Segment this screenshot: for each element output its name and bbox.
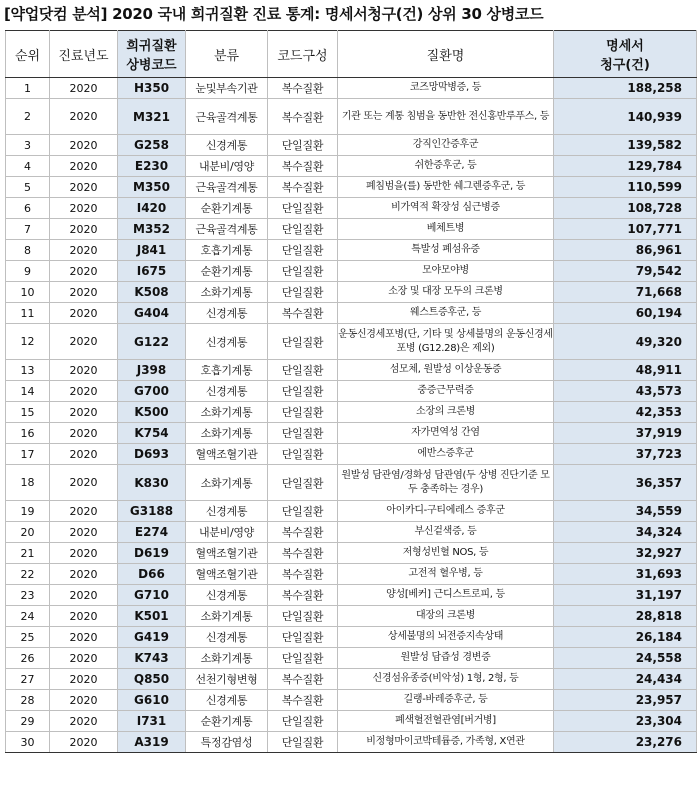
disease-code-cell: M350 bbox=[118, 177, 186, 198]
header-disease: 질환명 bbox=[338, 31, 554, 78]
disease-code-cell: D693 bbox=[118, 444, 186, 465]
disease-name-cell: 부신겉색증, 등 bbox=[338, 522, 554, 543]
year-cell: 2020 bbox=[50, 564, 118, 585]
table-row bbox=[6, 648, 697, 669]
year-cell: 2020 bbox=[50, 156, 118, 177]
rank-cell: 11 bbox=[6, 303, 50, 324]
claims-count-cell: 32,927 bbox=[554, 543, 697, 564]
year-cell: 2020 bbox=[50, 381, 118, 402]
disease-name-cell: 고전적 혈우병, 등 bbox=[338, 564, 554, 585]
category-cell: 신경계통 bbox=[186, 324, 268, 360]
disease-name-cell: 대장의 크론병 bbox=[338, 606, 554, 627]
disease-name-cell: 신경섬유종증(비악성) 1형, 2형, 등 bbox=[338, 669, 554, 690]
code-type-cell: 단일질환 bbox=[268, 711, 338, 732]
disease-code-cell: J398 bbox=[118, 360, 186, 381]
table-row bbox=[6, 198, 697, 219]
disease-code-cell: I420 bbox=[118, 198, 186, 219]
category-cell: 혈액조혈기관 bbox=[186, 543, 268, 564]
category-cell: 근육골격계통 bbox=[186, 99, 268, 135]
claims-count-cell: 139,582 bbox=[554, 135, 697, 156]
disease-name-cell: 소장의 크론병 bbox=[338, 402, 554, 423]
disease-code-cell: G710 bbox=[118, 585, 186, 606]
rank-cell: 22 bbox=[6, 564, 50, 585]
disease-code-cell: G700 bbox=[118, 381, 186, 402]
disease-name-cell: 원발성 담즙성 경변증 bbox=[338, 648, 554, 669]
year-cell: 2020 bbox=[50, 423, 118, 444]
header-code-line2: 상병코드 bbox=[126, 58, 177, 73]
rank-cell: 1 bbox=[6, 78, 50, 99]
code-type-cell: 복수질환 bbox=[268, 585, 338, 606]
table-row bbox=[6, 543, 697, 564]
table-row bbox=[6, 177, 697, 198]
code-type-cell: 복수질환 bbox=[268, 564, 338, 585]
claims-count-cell: 107,771 bbox=[554, 219, 697, 240]
rank-cell: 13 bbox=[6, 360, 50, 381]
code-type-cell: 단일질환 bbox=[268, 360, 338, 381]
year-cell: 2020 bbox=[50, 360, 118, 381]
disease-code-cell: H350 bbox=[118, 78, 186, 99]
claims-count-cell: 86,961 bbox=[554, 240, 697, 261]
table-row bbox=[6, 99, 697, 135]
category-cell: 순환기계통 bbox=[186, 261, 268, 282]
disease-name-cell: 비정형마이코박테륨증, 가족형, X연관 bbox=[338, 732, 554, 753]
rank-cell: 10 bbox=[6, 282, 50, 303]
rank-cell: 30 bbox=[6, 732, 50, 753]
rank-cell: 21 bbox=[6, 543, 50, 564]
disease-name-cell: 중증근무력증 bbox=[338, 381, 554, 402]
table-row bbox=[6, 423, 697, 444]
table-row bbox=[6, 627, 697, 648]
table-body bbox=[6, 78, 697, 753]
category-cell: 내분비/영양 bbox=[186, 156, 268, 177]
category-cell: 신경계통 bbox=[186, 627, 268, 648]
year-cell: 2020 bbox=[50, 669, 118, 690]
category-cell: 소화기계통 bbox=[186, 648, 268, 669]
claims-count-cell: 140,939 bbox=[554, 99, 697, 135]
claims-count-cell: 42,353 bbox=[554, 402, 697, 423]
disease-name-cell: 웨스트증후군, 등 bbox=[338, 303, 554, 324]
table-row bbox=[6, 669, 697, 690]
category-cell: 소화기계통 bbox=[186, 282, 268, 303]
year-cell: 2020 bbox=[50, 303, 118, 324]
category-cell: 혈액조혈기관 bbox=[186, 444, 268, 465]
code-type-cell: 단일질환 bbox=[268, 261, 338, 282]
rank-cell: 9 bbox=[6, 261, 50, 282]
year-cell: 2020 bbox=[50, 261, 118, 282]
disease-code-cell: I675 bbox=[118, 261, 186, 282]
year-cell: 2020 bbox=[50, 465, 118, 501]
disease-name-cell: 양성[베커] 근디스트로피, 등 bbox=[338, 585, 554, 606]
disease-code-cell: G3188 bbox=[118, 501, 186, 522]
disease-code-cell: D66 bbox=[118, 564, 186, 585]
header-claims-line2: 청구(건) bbox=[600, 58, 650, 73]
rank-cell: 19 bbox=[6, 501, 50, 522]
code-type-cell: 단일질환 bbox=[268, 135, 338, 156]
claims-count-cell: 37,723 bbox=[554, 444, 697, 465]
table-row bbox=[6, 381, 697, 402]
year-cell: 2020 bbox=[50, 543, 118, 564]
rank-cell: 6 bbox=[6, 198, 50, 219]
claims-count-cell: 108,728 bbox=[554, 198, 697, 219]
disease-code-cell: K508 bbox=[118, 282, 186, 303]
disease-code-cell: G610 bbox=[118, 690, 186, 711]
disease-name-cell: 쉬한증후군, 등 bbox=[338, 156, 554, 177]
category-cell: 호흡기계통 bbox=[186, 360, 268, 381]
code-type-cell: 단일질환 bbox=[268, 282, 338, 303]
table-row bbox=[6, 135, 697, 156]
disease-code-cell: K501 bbox=[118, 606, 186, 627]
category-cell: 신경계통 bbox=[186, 690, 268, 711]
category-cell: 혈액조혈기관 bbox=[186, 564, 268, 585]
disease-name-cell: 저형성빈혈 NOS, 등 bbox=[338, 543, 554, 564]
year-cell: 2020 bbox=[50, 99, 118, 135]
claims-count-cell: 37,919 bbox=[554, 423, 697, 444]
table-row bbox=[6, 360, 697, 381]
disease-code-cell: K743 bbox=[118, 648, 186, 669]
header-claims bbox=[554, 31, 697, 78]
code-type-cell: 복수질환 bbox=[268, 78, 338, 99]
claims-count-cell: 79,542 bbox=[554, 261, 697, 282]
table-row bbox=[6, 282, 697, 303]
claims-count-cell: 34,324 bbox=[554, 522, 697, 543]
disease-code-cell: J841 bbox=[118, 240, 186, 261]
category-cell: 신경계통 bbox=[186, 135, 268, 156]
year-cell: 2020 bbox=[50, 78, 118, 99]
disease-code-cell: K754 bbox=[118, 423, 186, 444]
claims-count-cell: 48,911 bbox=[554, 360, 697, 381]
rank-cell: 16 bbox=[6, 423, 50, 444]
category-cell: 눈및부속기관 bbox=[186, 78, 268, 99]
code-type-cell: 복수질환 bbox=[268, 303, 338, 324]
header-code-line1: 희귀질환 bbox=[126, 39, 177, 54]
code-type-cell: 단일질환 bbox=[268, 324, 338, 360]
code-type-cell: 단일질환 bbox=[268, 606, 338, 627]
category-cell: 순환기계통 bbox=[186, 711, 268, 732]
table-row bbox=[6, 732, 697, 753]
disease-name-cell: 폐침범을(를) 동반한 쉐그렌증후군, 등 bbox=[338, 177, 554, 198]
rank-cell: 29 bbox=[6, 711, 50, 732]
rank-cell: 25 bbox=[6, 627, 50, 648]
rank-cell: 3 bbox=[6, 135, 50, 156]
rank-cell: 15 bbox=[6, 402, 50, 423]
table-row bbox=[6, 324, 697, 360]
disease-name-cell: 섬모체, 원발성 이상운동증 bbox=[338, 360, 554, 381]
code-type-cell: 단일질환 bbox=[268, 402, 338, 423]
category-cell: 소화기계통 bbox=[186, 606, 268, 627]
code-type-cell: 단일질환 bbox=[268, 240, 338, 261]
year-cell: 2020 bbox=[50, 219, 118, 240]
disease-name-cell: 모야모야병 bbox=[338, 261, 554, 282]
rank-cell: 23 bbox=[6, 585, 50, 606]
code-type-cell: 복수질환 bbox=[268, 543, 338, 564]
table-row bbox=[6, 303, 697, 324]
table-row bbox=[6, 261, 697, 282]
disease-name-cell: 자가면역성 간염 bbox=[338, 423, 554, 444]
disease-name-cell: 길랭-바레증후군, 등 bbox=[338, 690, 554, 711]
claims-count-cell: 49,320 bbox=[554, 324, 697, 360]
table-row bbox=[6, 219, 697, 240]
claims-count-cell: 31,693 bbox=[554, 564, 697, 585]
disease-code-cell: G258 bbox=[118, 135, 186, 156]
code-type-cell: 복수질환 bbox=[268, 522, 338, 543]
rank-cell: 18 bbox=[6, 465, 50, 501]
rank-cell: 2 bbox=[6, 99, 50, 135]
rare-disease-claims-table bbox=[5, 30, 697, 753]
year-cell: 2020 bbox=[50, 606, 118, 627]
category-cell: 신경계통 bbox=[186, 381, 268, 402]
category-cell: 순환기계통 bbox=[186, 198, 268, 219]
table-row bbox=[6, 240, 697, 261]
year-cell: 2020 bbox=[50, 444, 118, 465]
table-row bbox=[6, 444, 697, 465]
rank-cell: 4 bbox=[6, 156, 50, 177]
category-cell: 신경계통 bbox=[186, 585, 268, 606]
table-row bbox=[6, 402, 697, 423]
code-type-cell: 복수질환 bbox=[268, 177, 338, 198]
disease-code-cell: K830 bbox=[118, 465, 186, 501]
category-cell: 근육골격계통 bbox=[186, 219, 268, 240]
claims-count-cell: 188,258 bbox=[554, 78, 697, 99]
disease-code-cell: I731 bbox=[118, 711, 186, 732]
rank-cell: 27 bbox=[6, 669, 50, 690]
table-row bbox=[6, 585, 697, 606]
rank-cell: 24 bbox=[6, 606, 50, 627]
disease-code-cell: M321 bbox=[118, 99, 186, 135]
category-cell: 신경계통 bbox=[186, 303, 268, 324]
table-row bbox=[6, 522, 697, 543]
header-code-type: 코드구성 bbox=[268, 31, 338, 78]
table-row bbox=[6, 78, 697, 99]
disease-name-cell: 에반스증후군 bbox=[338, 444, 554, 465]
year-cell: 2020 bbox=[50, 402, 118, 423]
disease-code-cell: K500 bbox=[118, 402, 186, 423]
claims-count-cell: 110,599 bbox=[554, 177, 697, 198]
code-type-cell: 단일질환 bbox=[268, 198, 338, 219]
disease-name-cell: 기관 또는 계통 침범을 동반한 전신홍반루푸스, 등 bbox=[338, 99, 554, 135]
rank-cell: 7 bbox=[6, 219, 50, 240]
claims-count-cell: 34,559 bbox=[554, 501, 697, 522]
disease-code-cell: G419 bbox=[118, 627, 186, 648]
code-type-cell: 단일질환 bbox=[268, 219, 338, 240]
header-rank: 순위 bbox=[6, 31, 50, 78]
table-row bbox=[6, 156, 697, 177]
category-cell: 근육골격계통 bbox=[186, 177, 268, 198]
code-type-cell: 복수질환 bbox=[268, 99, 338, 135]
claims-count-cell: 23,304 bbox=[554, 711, 697, 732]
category-cell: 선천기형변형 bbox=[186, 669, 268, 690]
year-cell: 2020 bbox=[50, 732, 118, 753]
table-row bbox=[6, 606, 697, 627]
year-cell: 2020 bbox=[50, 282, 118, 303]
disease-code-cell: G404 bbox=[118, 303, 186, 324]
rank-cell: 14 bbox=[6, 381, 50, 402]
disease-name-cell: 상세불명의 뇌전증지속상태 bbox=[338, 627, 554, 648]
disease-name-cell: 코즈망막병증, 등 bbox=[338, 78, 554, 99]
disease-name-cell: 소장 및 대장 모두의 크론병 bbox=[338, 282, 554, 303]
code-type-cell: 단일질환 bbox=[268, 423, 338, 444]
year-cell: 2020 bbox=[50, 177, 118, 198]
year-cell: 2020 bbox=[50, 690, 118, 711]
table-row bbox=[6, 465, 697, 501]
code-type-cell: 복수질환 bbox=[268, 690, 338, 711]
table-row bbox=[6, 711, 697, 732]
code-type-cell: 단일질환 bbox=[268, 732, 338, 753]
disease-name-cell: 운동신경세포병(단, 기타 및 상세불명의 운동신경세포병 (G12.28)은 제외) bbox=[338, 324, 554, 360]
claims-count-cell: 28,818 bbox=[554, 606, 697, 627]
year-cell: 2020 bbox=[50, 324, 118, 360]
year-cell: 2020 bbox=[50, 198, 118, 219]
code-type-cell: 단일질환 bbox=[268, 648, 338, 669]
year-cell: 2020 bbox=[50, 522, 118, 543]
header-claims-line1: 명세서 bbox=[606, 39, 644, 54]
disease-code-cell: Q850 bbox=[118, 669, 186, 690]
category-cell: 소화기계통 bbox=[186, 423, 268, 444]
table-header-row bbox=[6, 31, 697, 78]
claims-count-cell: 43,573 bbox=[554, 381, 697, 402]
rank-cell: 26 bbox=[6, 648, 50, 669]
rank-cell: 8 bbox=[6, 240, 50, 261]
header-code bbox=[118, 31, 186, 78]
year-cell: 2020 bbox=[50, 711, 118, 732]
code-type-cell: 복수질환 bbox=[268, 669, 338, 690]
category-cell: 소화기계통 bbox=[186, 465, 268, 501]
rank-cell: 5 bbox=[6, 177, 50, 198]
disease-code-cell: A319 bbox=[118, 732, 186, 753]
claims-count-cell: 24,434 bbox=[554, 669, 697, 690]
claims-count-cell: 26,184 bbox=[554, 627, 697, 648]
header-year: 진료년도 bbox=[50, 31, 118, 78]
year-cell: 2020 bbox=[50, 585, 118, 606]
claims-count-cell: 71,668 bbox=[554, 282, 697, 303]
claims-count-cell: 23,957 bbox=[554, 690, 697, 711]
disease-name-cell: 베체트병 bbox=[338, 219, 554, 240]
claims-count-cell: 36,357 bbox=[554, 465, 697, 501]
category-cell: 특정감염성 bbox=[186, 732, 268, 753]
disease-name-cell: 아이카디-구티에레스 증후군 bbox=[338, 501, 554, 522]
table-row bbox=[6, 690, 697, 711]
claims-count-cell: 23,276 bbox=[554, 732, 697, 753]
disease-name-cell: 특발성 폐섬유증 bbox=[338, 240, 554, 261]
code-type-cell: 단일질환 bbox=[268, 444, 338, 465]
disease-code-cell: M352 bbox=[118, 219, 186, 240]
category-cell: 소화기계통 bbox=[186, 402, 268, 423]
disease-name-cell: 비가역적 확장성 심근병증 bbox=[338, 198, 554, 219]
year-cell: 2020 bbox=[50, 240, 118, 261]
year-cell: 2020 bbox=[50, 627, 118, 648]
claims-count-cell: 24,558 bbox=[554, 648, 697, 669]
page-title: [약업닷컴 분석] 2020 국내 희귀질환 진료 통계: 명세서청구(건) 상위 30 상병코드 bbox=[4, 5, 544, 23]
year-cell: 2020 bbox=[50, 135, 118, 156]
rank-cell: 12 bbox=[6, 324, 50, 360]
year-cell: 2020 bbox=[50, 648, 118, 669]
year-cell: 2020 bbox=[50, 501, 118, 522]
code-type-cell: 단일질환 bbox=[268, 501, 338, 522]
disease-code-cell: E274 bbox=[118, 522, 186, 543]
code-type-cell: 복수질환 bbox=[268, 156, 338, 177]
disease-code-cell: G122 bbox=[118, 324, 186, 360]
code-type-cell: 단일질환 bbox=[268, 465, 338, 501]
disease-name-cell: 강직인간증후군 bbox=[338, 135, 554, 156]
category-cell: 신경계통 bbox=[186, 501, 268, 522]
table-row bbox=[6, 564, 697, 585]
claims-count-cell: 31,197 bbox=[554, 585, 697, 606]
rank-cell: 20 bbox=[6, 522, 50, 543]
disease-name-cell: 폐색혈전혈관염[버거병] bbox=[338, 711, 554, 732]
claims-count-cell: 60,194 bbox=[554, 303, 697, 324]
category-cell: 내분비/영양 bbox=[186, 522, 268, 543]
code-type-cell: 단일질환 bbox=[268, 381, 338, 402]
claims-count-cell: 129,784 bbox=[554, 156, 697, 177]
table-row bbox=[6, 501, 697, 522]
header-category: 분류 bbox=[186, 31, 268, 78]
disease-code-cell: E230 bbox=[118, 156, 186, 177]
rank-cell: 28 bbox=[6, 690, 50, 711]
code-type-cell: 단일질환 bbox=[268, 627, 338, 648]
rank-cell: 17 bbox=[6, 444, 50, 465]
disease-code-cell: D619 bbox=[118, 543, 186, 564]
category-cell: 호흡기계통 bbox=[186, 240, 268, 261]
disease-name-cell: 원발성 담관염/경화성 담관염(두 상병 진단기준 모두 충족하는 경우) bbox=[338, 465, 554, 501]
